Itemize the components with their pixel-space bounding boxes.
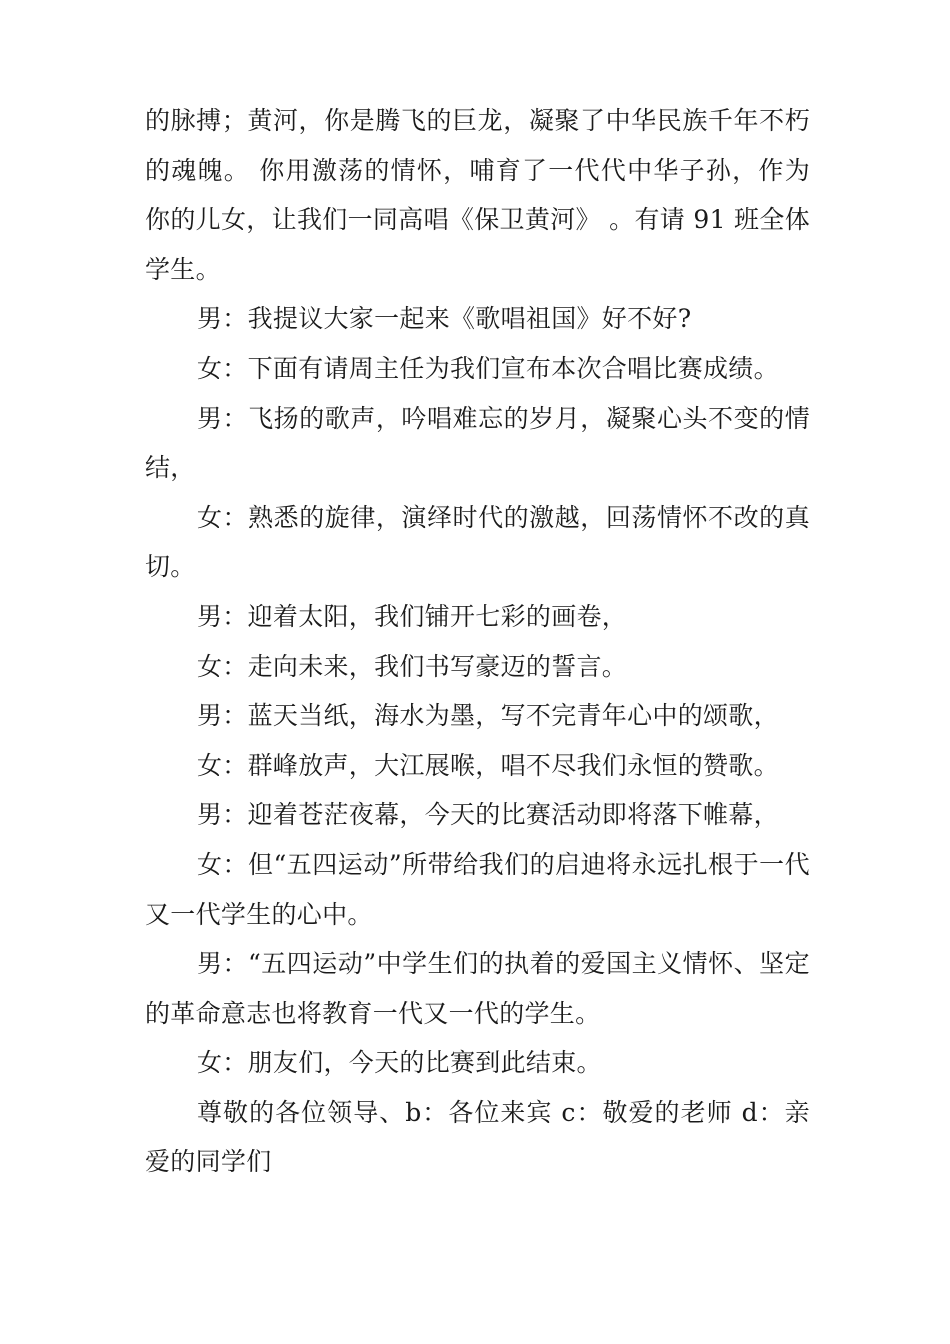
paragraph-line: 男：飞扬的歌声，吟唱难忘的岁月，凝聚心头不变的情结， [145, 403, 810, 483]
paragraph-line: 男：迎着太阳，我们铺开七彩的画卷， [197, 601, 628, 631]
paragraph-continuation: 的脉搏；黄河，你是腾飞的巨龙，凝聚了中华民族千年不朽的魂魄。 你用激荡的情怀，哺育了一代代中华子孙，作为你的儿女，让我们一同高唱《保卫黄河》 。有请 91 班全体学生。 [145, 106, 810, 284]
document-body [145, 96, 810, 1187]
paragraph-line: 女：下面有请周主任为我们宣布本次合唱比赛成绩。 [197, 353, 779, 383]
paragraph-line: 女：熟悉的旋律，演绎时代的激越，回荡情怀不改的真切。 [145, 502, 810, 582]
paragraph-line: 男：蓝天当纸，海水为墨，写不完青年心中的颂歌， [197, 701, 779, 731]
paragraph-line: 男：“五四运动”中学生们的执着的爱国主义情怀、坚定的革命意志也将教育一代又一代的学生。 [145, 949, 810, 1028]
paragraph-line: 女：朋友们，今天的比赛到此结束。 [197, 1048, 602, 1078]
paragraph-line: 女：走向未来，我们书写豪迈的誓言。 [197, 651, 628, 681]
paragraph-line: 男：迎着苍茫夜幕，今天的比赛活动即将落下帷幕， [197, 800, 779, 830]
paragraph-line: 女：但“五四运动”所带给我们的启迪将永远扎根于一代又一代学生的心中。 [145, 849, 810, 929]
paragraph-line: 男：我提议大家一起来《歌唱祖国》好不好? [197, 304, 692, 334]
paragraph-line: 女：群峰放声，大江展喉，唱不尽我们永恒的赞歌。 [197, 750, 779, 780]
paragraph-line: 尊敬的各位领导、b：各位来宾 c：敬爱的老师 d：亲爱的同学们 [145, 1097, 810, 1177]
